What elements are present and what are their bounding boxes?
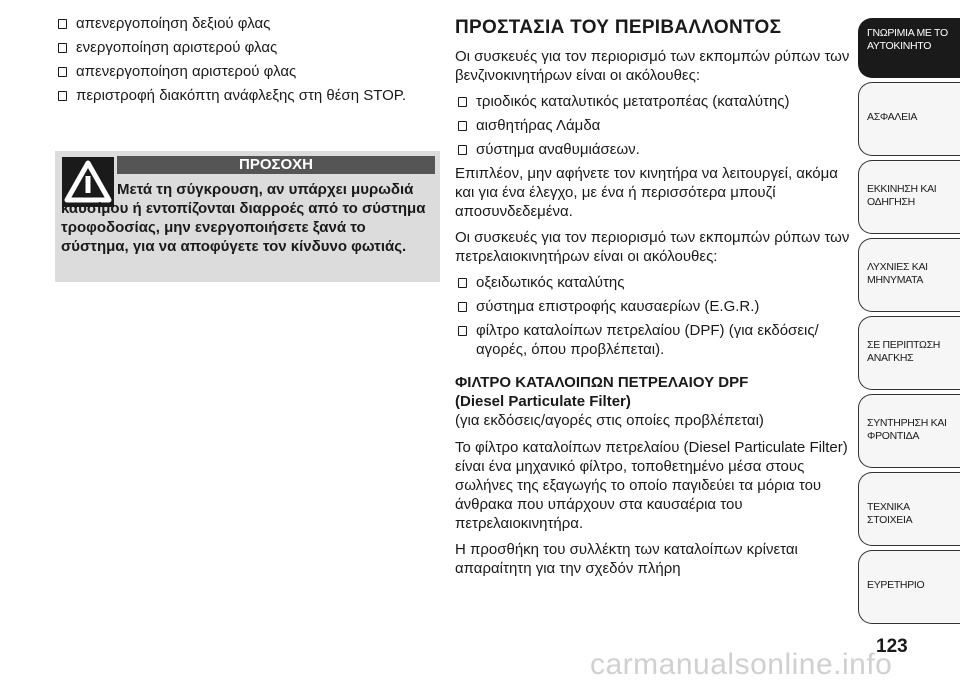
- tab-starting-driving[interactable]: ΕΚΚΙΝΗΣΗ ΚΑΙ ΟΔΗΓΗΣΗ: [858, 160, 960, 234]
- tab-safety[interactable]: ΑΣΦΑΛΕΙΑ: [858, 82, 960, 156]
- warning-title: ΠΡΟΣΟΧΗ: [117, 156, 435, 174]
- tab-technical-data[interactable]: ΤΕΧΝΙΚΑ ΣΤΟΙΧΕΙΑ: [858, 472, 960, 546]
- list-item: ενεργοποίηση αριστερού φλας: [55, 38, 440, 57]
- list-item: απενεργοποίηση αριστερού φλας: [55, 62, 440, 81]
- tab-index[interactable]: ΕΥΡΕΤΗΡΙΟ: [858, 550, 960, 624]
- tab-getting-to-know[interactable]: ΓΝΩΡΙΜΙΑ ΜΕ ΤΟ ΑΥΤΟΚΙΝΗΤΟ: [858, 18, 960, 78]
- chapter-tabs: [858, 18, 960, 628]
- warning-text: Μετά τη σύγκρουση, αν υπάρχει μυρωδιά καυσίμου ή εντοπίζονται διαρροές από το σύστημα τροφοδοσίας, μην ενεργοποιήσετε ξανά το σύστημα, για να αποφύγετε τον κίνδυνο φωτιάς.: [61, 181, 426, 255]
- subsection-note: (για εκδόσεις/αγορές στις οποίες προβλέπεται): [455, 412, 764, 429]
- watermark: carmanualsonline.info: [590, 648, 893, 681]
- paragraph: Η προσθήκη του συλλέκτη των καταλοίπων κρίνεται απαραίτητη για την σχεδόν πλήρη: [455, 541, 798, 577]
- paragraph: Επιπλέον, μην αφήνετε τον κινητήρα να λειτουργεί, ακόμα και για ένα έλεγχο, με ένα ή περισσότερα μπουζί αποσυνδεδεμένα.: [455, 165, 838, 220]
- left-column: [55, 14, 440, 110]
- tab-emergency[interactable]: ΣΕ ΠΕΡΙΠΤΩΣΗ ΑΝΑΓΚΗΣ: [858, 316, 960, 390]
- right-column: [455, 14, 850, 585]
- subsection-title: ΦΙΛΤΡΟ ΚΑΤΑΛΟΙΠΩΝ ΠΕΤΡΕΛΑΙΟΥ DPF (Diesel Particulate Filter): [455, 374, 749, 410]
- paragraph: Οι συσκευές για τον περιορισμό των εκπομπών ρύπων των πετρελαιοκινητήρων είναι οι ακόλουθες:: [455, 229, 850, 265]
- checkbox-bullet-icon: [58, 67, 67, 77]
- list-item: τριοδικός καταλυτικός μετατροπέας (καταλύτης): [455, 92, 850, 111]
- checkbox-bullet-icon: [458, 121, 467, 131]
- checkbox-bullet-icon: [58, 91, 67, 101]
- list-item: οξειδωτικός καταλύτης: [455, 273, 850, 292]
- tab-warning-lights[interactable]: ΛΥΧΝΙΕΣ ΚΑΙ ΜΗΝΥΜΑΤΑ: [858, 238, 960, 312]
- checkbox-bullet-icon: [458, 302, 467, 312]
- list-item: αισθητήρας Λάμδα: [455, 116, 850, 135]
- paragraph: Το φίλτρο καταλοίπων πετρελαίου (Diesel Particulate Filter) είναι ένα μηχανικό φίλτρο, τοποθετημένο μέσα στους σωλήνες της εξαγωγής το οποίο παγιδεύει τα μόρια του άνθρακα που υπάρχουν στα καυσαέρια του πετρελαιοκινητήρα.: [455, 439, 848, 532]
- checkbox-bullet-icon: [458, 145, 467, 155]
- checkbox-bullet-icon: [458, 278, 467, 288]
- tab-maintenance[interactable]: ΣΥΝΤΗΡΗΣΗ ΚΑΙ ΦΡΟΝΤΙΔΑ: [858, 394, 960, 468]
- checkbox-bullet-icon: [58, 43, 67, 53]
- list-item: φίλτρο καταλοίπων πετρελαίου (DPF) (για εκδόσεις/αγορές, όπου προβλέπεται).: [455, 321, 850, 359]
- checkbox-bullet-icon: [58, 19, 67, 29]
- section-title: ΠΡΟΣΤΑΣΙΑ ΤΟΥ ΠΕΡΙΒΑΛΛΟΝΤΟΣ: [455, 17, 782, 38]
- page-number: 123: [876, 636, 908, 657]
- list-item: σύστημα αναθυμιάσεων.: [455, 140, 850, 159]
- list-item: σύστημα επιστροφής καυσαερίων (E.G.R.): [455, 297, 850, 316]
- checkbox-bullet-icon: [458, 326, 467, 336]
- list-item: περιστροφή διακόπτη ανάφλεξης στη θέση STOP.: [55, 86, 416, 105]
- list-item: απενεργοποίηση δεξιού φλας: [55, 14, 440, 33]
- checkbox-bullet-icon: [458, 97, 467, 107]
- warning-box: [55, 151, 440, 282]
- paragraph: Οι συσκευές για τον περιορισμό των εκπομπών ρύπων των βενζινοκινητήρων είναι οι ακόλουθες:: [455, 48, 850, 84]
